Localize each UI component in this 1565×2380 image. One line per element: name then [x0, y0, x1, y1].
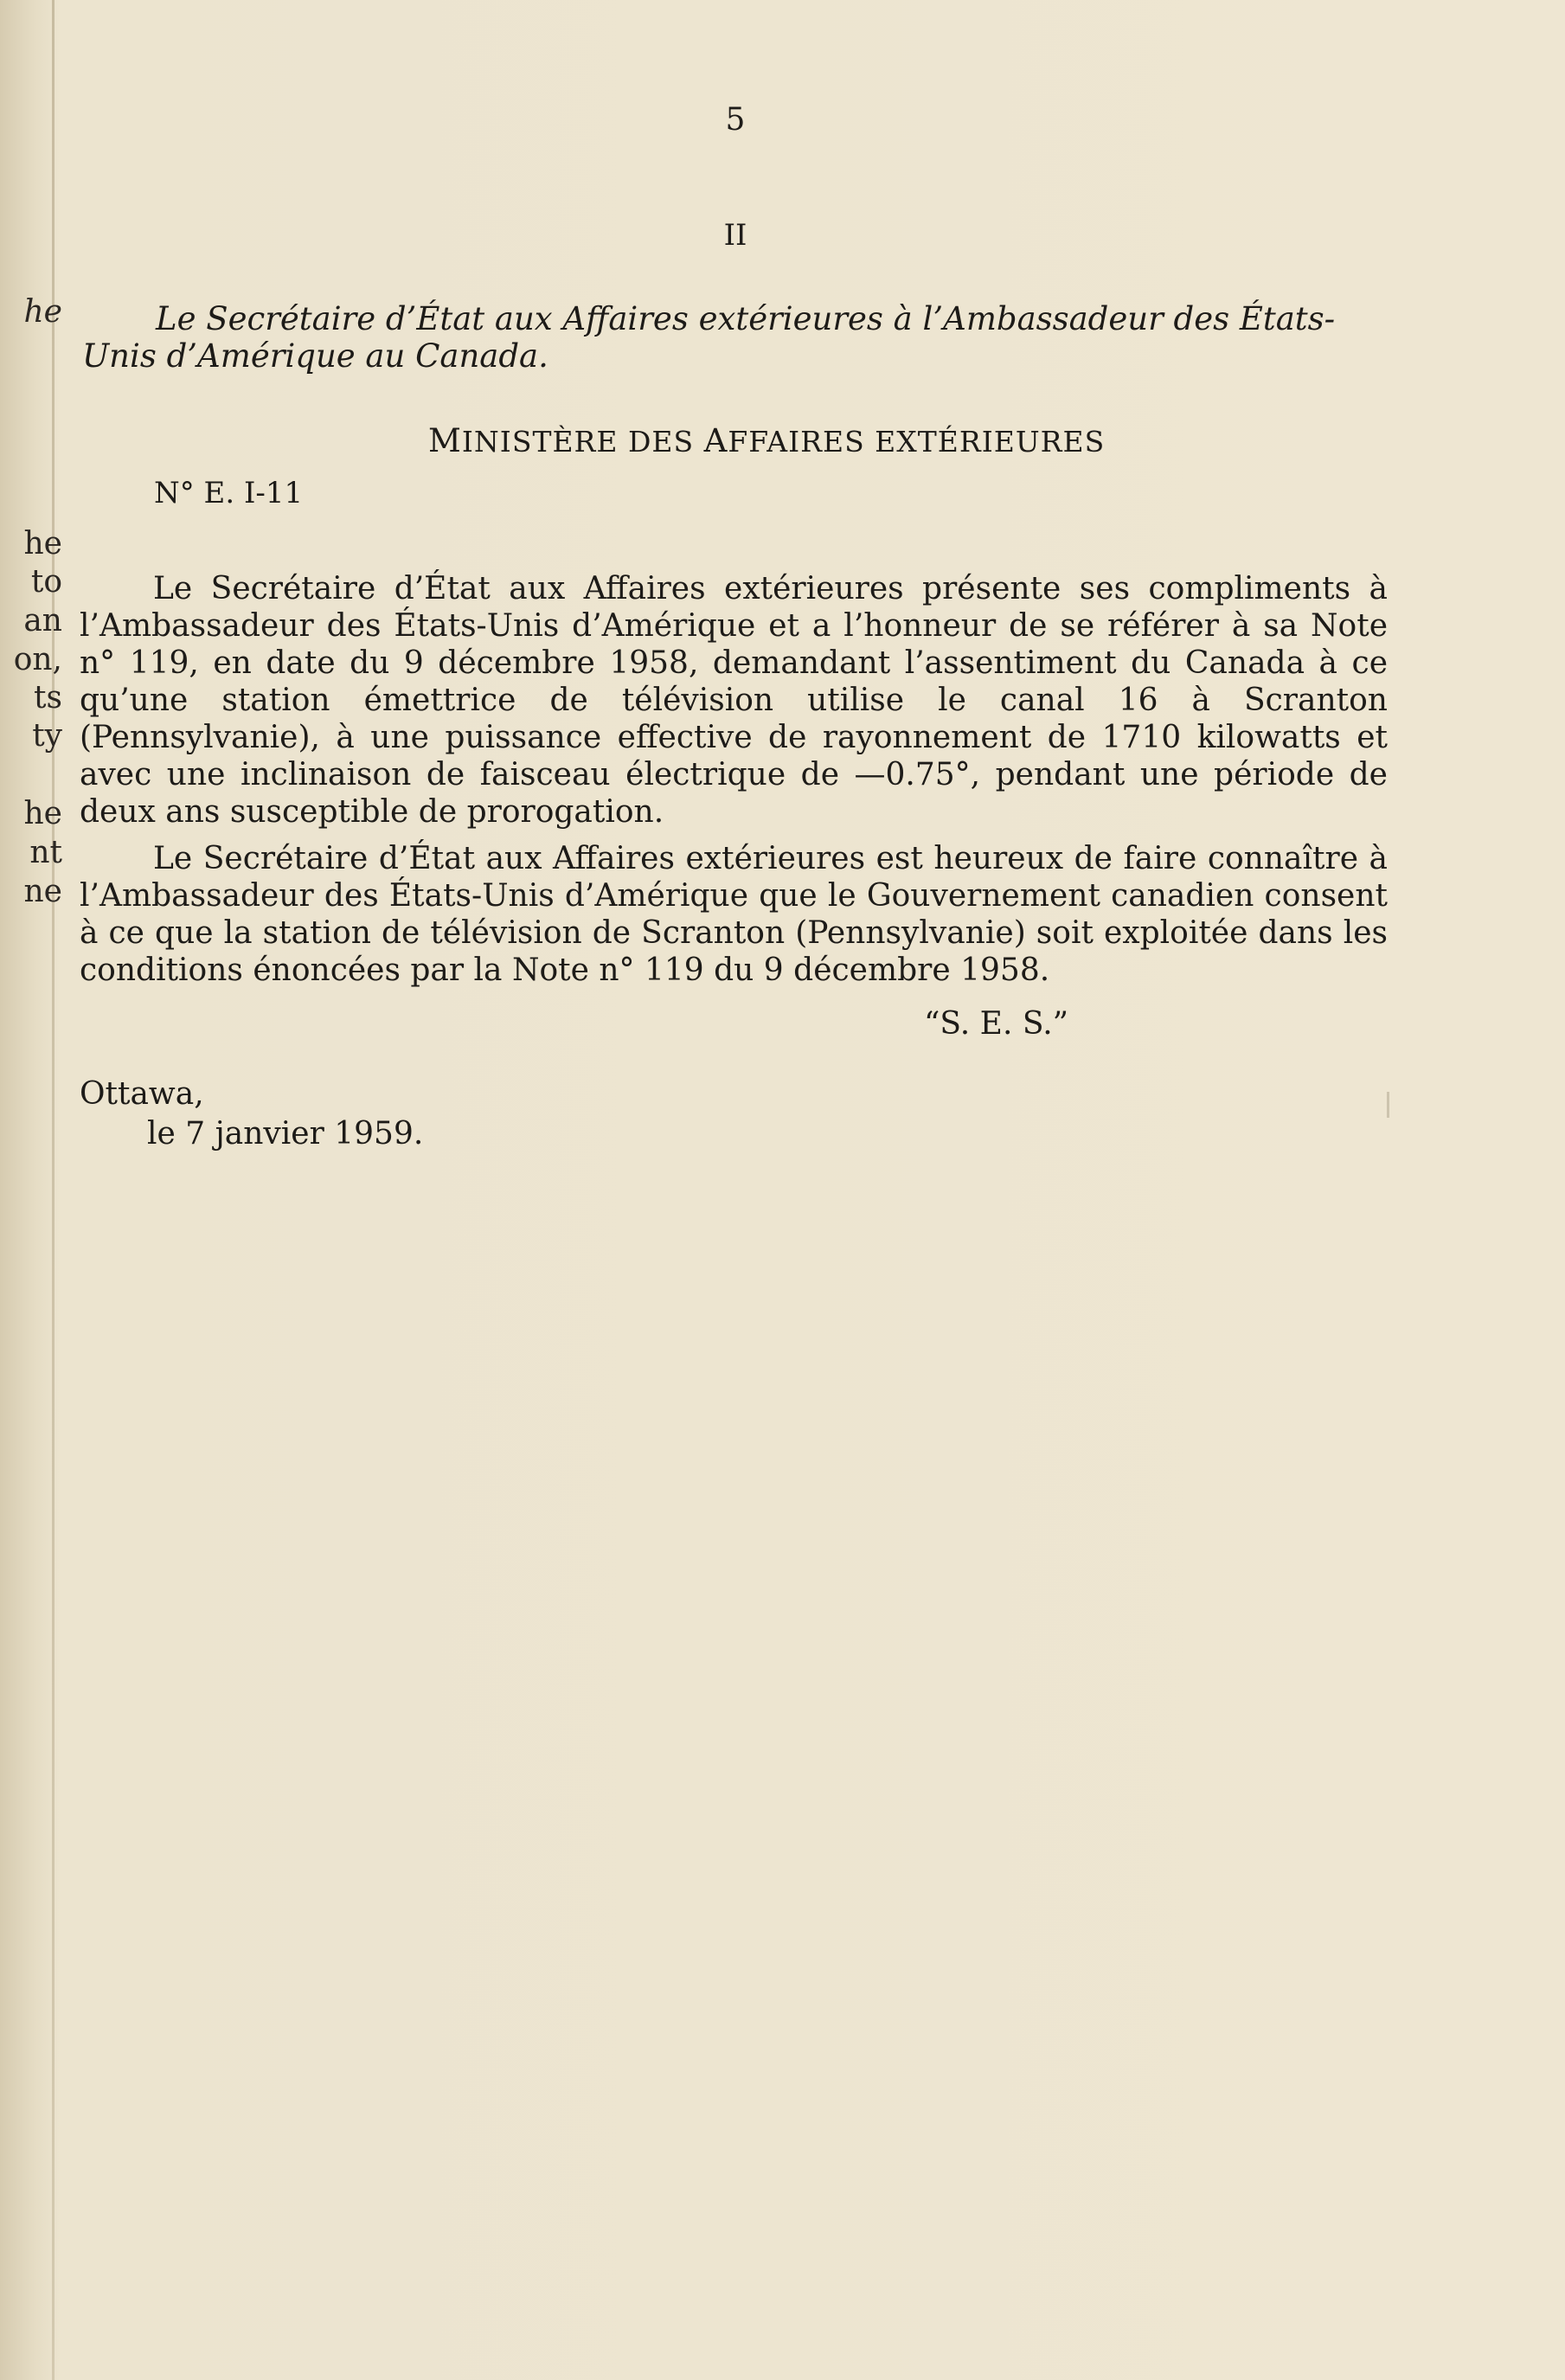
margin-fragment: nt: [29, 835, 62, 870]
dept-rest-1: INISTÈRE DES: [461, 425, 704, 459]
margin-fragment: ty: [32, 718, 62, 754]
reference-number: N° E. I-11: [154, 476, 304, 510]
body-paragraph-1: Le Secrétaire d’État aux Affaires extérieures présente ses compliments à l’Ambassadeur des États-Unis d’Amérique et a l’honneur de se référer à sa Note n° 119, en date du 9 décembre 1958, demandant l’assentiment du Canada à ce qu’une station émettrice de télévision utilise le canal 16 à Scranton (Pennsylvanie), à une puissance effective de rayonnement de 1710 kilowatts et avec une inclinaison de faisceau électrique de —0.75°, pendant une période de deux ans susceptible de prorogation.: [80, 571, 1388, 830]
margin-fragment: ne: [23, 874, 62, 909]
letter-address: Le Secrétaire d’État aux Affaires extérieures à l’Ambassadeur des États-Unis d’Amérique au Canada.: [82, 300, 1336, 375]
margin-fragment: ts: [34, 680, 62, 715]
dept-initial-1: M: [428, 422, 462, 459]
dept-rest-2: FFAIRES EXTÉRIEURES: [728, 425, 1106, 459]
page-gutter: [52, 0, 55, 2380]
margin-fragment: he: [23, 526, 62, 561]
page-number: 5: [725, 102, 746, 138]
date-line: le 7 janvier 1959.: [147, 1116, 424, 1152]
dept-initial-2: A: [703, 422, 728, 459]
margin-fragment: to: [30, 564, 62, 600]
body-paragraph-2: Le Secrétaire d’État aux Affaires extérieures est heureux de faire connaître à l’Ambassadeur des États-Unis d’Amérique que le Gouvernement canadien consent à ce que la station de télévision de Scranton (Pennsylvanie) soit exploitée dans les conditions énoncées par la Note n° 119 du 9 décembre 1958.: [80, 841, 1388, 988]
department-heading: [428, 422, 1106, 459]
margin-fragment: on,: [13, 642, 62, 677]
margin-fragment: an: [23, 603, 62, 638]
margin-fragment: he: [23, 294, 62, 330]
paper-mark: [1387, 1092, 1389, 1118]
place-line: Ottawa,: [80, 1076, 204, 1112]
section-number: II: [723, 218, 747, 253]
margin-fragment: he: [23, 796, 62, 831]
signature-initials: “S. E. S.”: [924, 1006, 1069, 1042]
